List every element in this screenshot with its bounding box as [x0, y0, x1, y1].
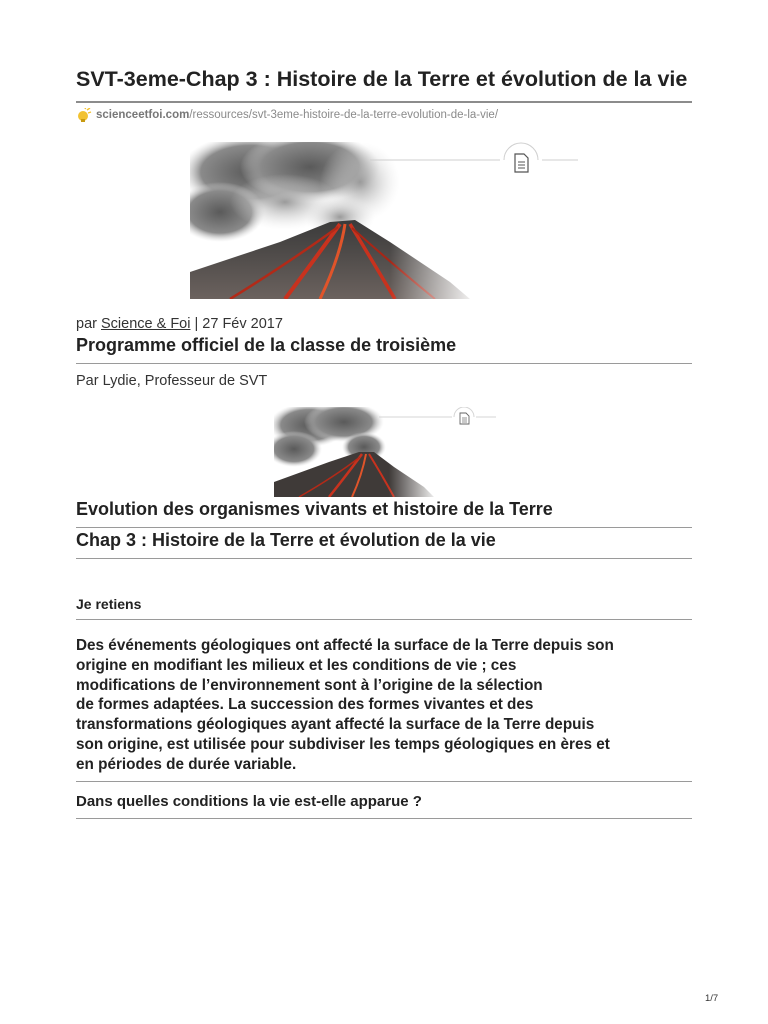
- paragraph-line: Des événements géologiques ont affecté la surface de la Terre depuis son: [76, 637, 614, 654]
- page-title: SVT-3eme-Chap 3 : Histoire de la Terre et évolution de la vie: [76, 66, 692, 103]
- summary-paragraph: [76, 636, 692, 782]
- article: [76, 66, 692, 819]
- heading-evolution: Evolution des organismes vivants et histoire de la Terre: [76, 497, 692, 528]
- heading-chapter: Chap 3 : Histoire de la Terre et évolution de la vie: [76, 528, 692, 559]
- question-heading: Dans quelles conditions la vie est-elle apparue ?: [76, 792, 692, 819]
- volcano-thumbnail: [274, 407, 496, 497]
- publish-date: 27 Fév 2017: [202, 316, 283, 332]
- heading-programme: Programme officiel de la classe de troisième: [76, 333, 692, 364]
- teacher-line: Par Lydie, Professeur de SVT: [76, 373, 268, 389]
- byline-separator: |: [190, 316, 203, 332]
- byline-prefix: par: [76, 316, 101, 332]
- paragraph-line: en périodes de durée variable.: [76, 755, 297, 773]
- paragraph-line: origine en modifiant les milieux et les conditions de vie ; ces: [76, 656, 517, 674]
- paragraph-line: son origine, est utilisée pour subdiviser les temps géologiques en ères et: [76, 735, 610, 753]
- document-icon: [460, 413, 469, 424]
- document-icon: [515, 154, 528, 172]
- author-link[interactable]: Science & Foi: [101, 316, 191, 332]
- paragraph-line: transformations géologiques ayant affecté la surface de la Terre depuis: [76, 716, 595, 734]
- heading-je-retiens: Je retiens: [76, 595, 692, 620]
- paragraph-line: de formes adaptées. La succession des formes vivantes et des: [76, 696, 534, 714]
- lightbulb-icon: [76, 108, 92, 122]
- paragraph-line: modifications de l’environnement sont à l’origine de la sélection: [76, 676, 543, 694]
- source-site[interactable]: scienceetfoi.com: [96, 109, 190, 121]
- byline: [76, 315, 692, 333]
- volcano-image: [190, 142, 580, 299]
- source-url[interactable]: [76, 107, 692, 123]
- source-path[interactable]: /ressources/svt-3eme-histoire-de-la-terre-evolution-de-la-vie/: [189, 109, 499, 121]
- page-number: 1/7: [705, 993, 719, 1004]
